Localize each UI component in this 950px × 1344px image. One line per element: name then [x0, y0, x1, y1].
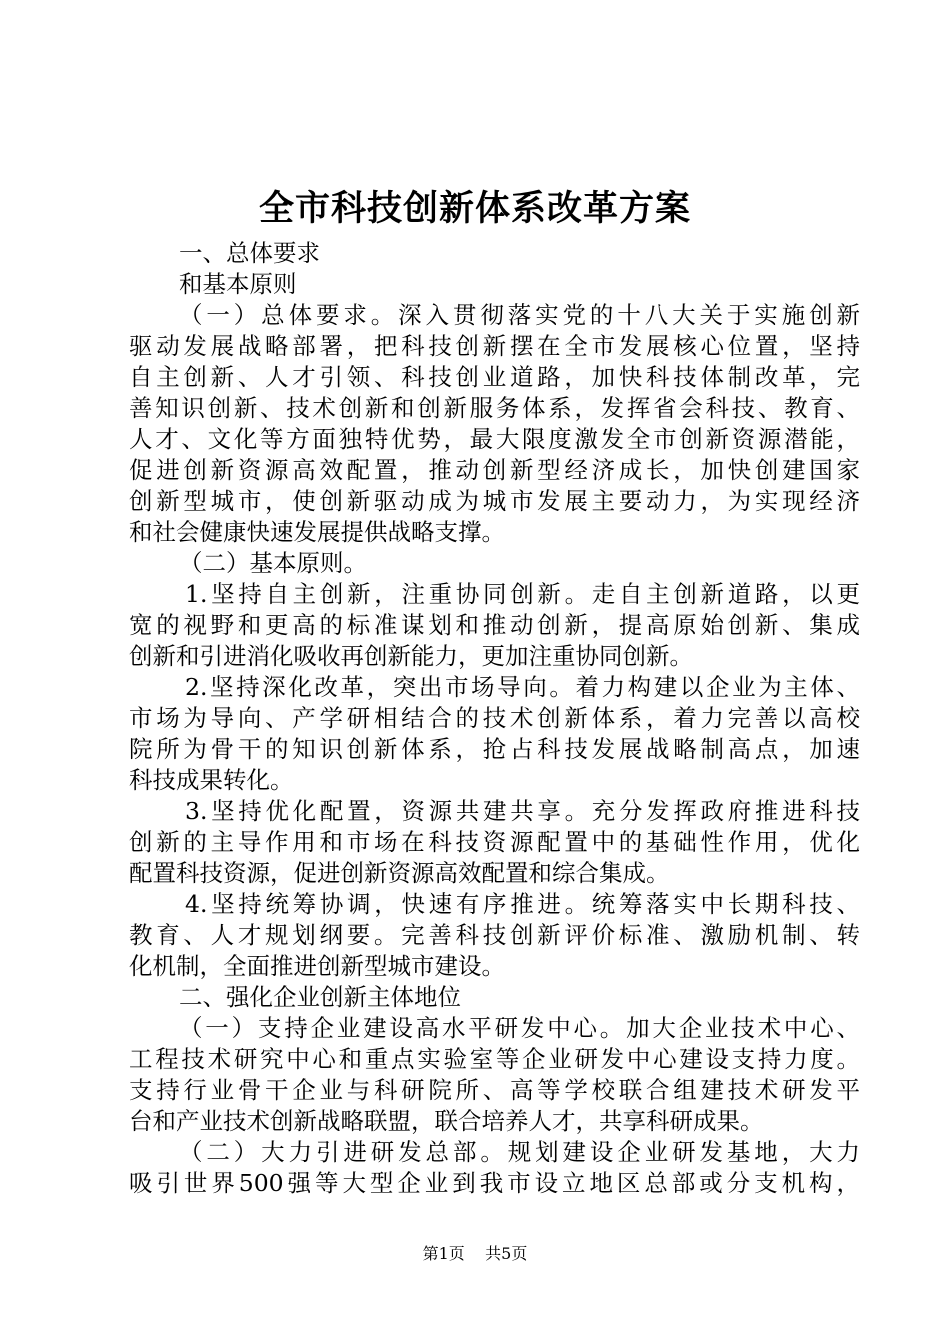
- text-line: 创新的主导作用和市场在科技资源配置中的基础性作用，优化: [129, 828, 860, 856]
- text-line: 人才、文化等方面独特优势，最大限度激发全市创新资源潜能，: [129, 425, 860, 453]
- text-line: 吸引世界500强等大型企业到我市设立地区总部或分支机构，: [129, 1169, 860, 1197]
- text-line: 2.坚持深化改革，突出市场导向。着力构建以企业为主体、: [185, 673, 860, 701]
- text-line: 院所为骨干的知识创新体系，抢占科技发展战略制高点，加速: [129, 735, 860, 763]
- text-line: （二）基本原则。: [179, 549, 367, 577]
- text-line: 一、总体要求: [179, 239, 320, 267]
- text-line: 教育、人才规划纲要。完善科技创新评价标准、激励机制、转: [129, 921, 860, 949]
- text-line: 市场为导向、产学研相结合的技术创新体系，着力完善以高校: [129, 704, 860, 732]
- page-number: 第1页: [422, 1244, 465, 1263]
- text-line: 和社会健康快速发展提供战略支撑。: [129, 518, 505, 546]
- text-line: 自主创新、人才引领、科技创业道路，加快科技体制改革，完: [129, 363, 860, 391]
- text-line: 创新型城市，使创新驱动成为城市发展主要动力，为实现经济: [129, 487, 860, 515]
- text-line: 促进创新资源高效配置，推动创新型经济成长，加快创建国家: [129, 456, 860, 484]
- text-line: 二、强化企业创新主体地位: [179, 983, 461, 1011]
- text-line: （二）大力引进研发总部。规划建设企业研发基地，大力: [179, 1138, 860, 1166]
- page-total: 共5页: [485, 1244, 528, 1263]
- text-line: （一）总体要求。深入贯彻落实党的十八大关于实施创新: [179, 301, 860, 329]
- text-line: 1.坚持自主创新，注重协同创新。走自主创新道路，以更: [185, 580, 860, 608]
- page-footer: [0, 1243, 950, 1265]
- text-line: 宽的视野和更高的标准谋划和推动创新，提高原始创新、集成: [129, 611, 860, 639]
- text-line: 化机制，全面推进创新型城市建设。: [129, 952, 505, 980]
- text-line: 创新和引进消化吸收再创新能力，更加注重协同创新。: [129, 642, 693, 670]
- text-line: 和基本原则: [179, 270, 297, 298]
- footer-spacer: [470, 1244, 480, 1263]
- text-line: 4.坚持统筹协调，快速有序推进。统筹落实中长期科技、: [185, 890, 860, 918]
- text-line: （一）支持企业建设高水平研发中心。加大企业技术中心、: [179, 1014, 860, 1042]
- document-title: 全市科技创新体系改革方案: [258, 188, 691, 229]
- text-line: 3.坚持优化配置，资源共建共享。充分发挥政府推进科技: [185, 797, 860, 825]
- text-line: 配置科技资源，促进创新资源高效配置和综合集成。: [129, 859, 670, 887]
- text-line: 支持行业骨干企业与科研院所、高等学校联合组建技术研发平: [129, 1076, 860, 1104]
- text-line: 科技成果转化。: [129, 766, 294, 794]
- text-line: 驱动发展战略部署，把科技创新摆在全市发展核心位置，坚持: [129, 332, 860, 360]
- text-line: 善知识创新、技术创新和创新服务体系，发挥省会科技、教育、: [129, 394, 860, 422]
- text-line: 台和产业技术创新战略联盟，联合培养人才，共享科研成果。: [129, 1107, 764, 1135]
- text-line: 工程技术研究中心和重点实验室等企业研发中心建设支持力度。: [129, 1045, 860, 1073]
- document-body: [129, 238, 860, 1199]
